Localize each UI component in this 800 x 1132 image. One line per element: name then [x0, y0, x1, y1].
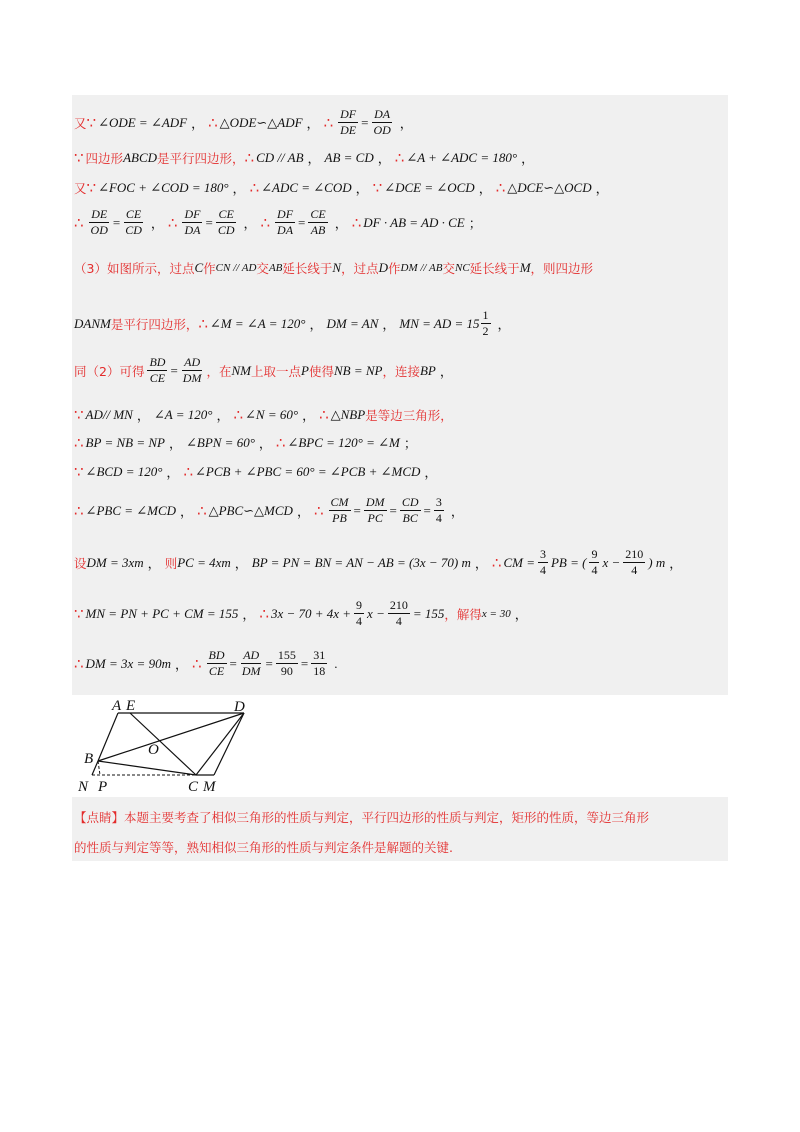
fraction: $\frac{DA}{OD}$ — [373, 107, 391, 137]
solution-line-6: DANM 是平行四边形， ∴ ∠M = ∠A = 120° ， DM = AN ， MN = AD = 15 $\frac{1}{2}$ ， — [74, 308, 511, 338]
label-n: N — [78, 779, 89, 795]
geometry-figure — [78, 697, 248, 797]
solution-line-13: ∵ MN = PN + PC + CM = 155 ， ∴ 3x − 70 + 4x + $\frac{9}{4}$ x − $\frac{210}{4}$ = 155 ，解得 x = 30 ， — [74, 598, 528, 628]
label-e: E — [126, 698, 136, 714]
solution-line-4: ∴ $\frac{DE}{OD}$ = $\frac{CE}{CD}$ ， ∴ $\frac{DF}{DA}$ = $\frac{CE}{CD}$ ， ∴ $\frac{DF}{DA}$ = $\frac{CE}{AB}$ ， ∴ DF · AB = AD · CE ； — [74, 207, 482, 237]
solution-line-3: 又 ∵ ∠FOC + ∠COD = 180° ， ∴ ∠ADC = ∠COD ， ∵ ∠DCE = ∠OCD ， ∴ △DCE∽△OCD ， — [74, 178, 609, 197]
therefore-symbol: ∴ — [208, 113, 218, 132]
because-symbol: ∵ — [86, 113, 97, 132]
solution-line-9: ∴ BP = NB = NP ， ∠BPN = 60° ， ∴ ∠BPC = 120° = ∠M ； — [74, 433, 417, 452]
label-a: A — [112, 698, 122, 714]
label-m: M — [203, 779, 216, 795]
solution-line-2: ∵ 四边形 ABCD 是平行四边形， ∴ CD // AB ， AB = CD ， ∴ ∠A + ∠ADC = 180° ， — [74, 148, 535, 167]
label-d: D — [234, 699, 245, 715]
solution-line-1: 又 ∵ ∠ODE = ∠ADF ， ∴ △ODE∽△ADF ， ∴ $\frac{DF}{DE}$ = $\frac{DA}{OD}$ ， — [74, 107, 413, 137]
solution-line-12: 设 DM = 3xm ， 则 PC = 4xm ， BP = PN = BN = AN − AB = (3x − 70) m ， ∴ CM = $\frac{3}{4}$ PB = ( $\frac{9}{4}$ x − $\frac{210}{4}$ ) m ， — [74, 547, 683, 577]
note-line-2: 的性质与判定等等，熟知相似三角形的性质与判定条件是解题的关键. — [74, 840, 453, 855]
fraction: $\frac{DF}{DE}$ — [340, 107, 357, 137]
solution-line-10: ∵ ∠BCD = 120° ， ∴ ∠PCB + ∠PBC = 60° = ∠PCB + ∠MCD ， — [74, 462, 438, 481]
solution-line-14: ∴ DM = 3x = 90m ， ∴ $\frac{BD}{CE}$ = $\frac{AD}{DM}$ = $\frac{155}{90}$ = $\frac{31}{18}$ . — [74, 648, 338, 678]
therefore-symbol: ∴ — [323, 113, 334, 132]
solution-line-8: ∵ AD// MN ， ∠A = 120° ， ∴ ∠N = 60° ， ∴ △NBP 是等边三角形， — [74, 405, 453, 424]
label-b: B — [84, 751, 94, 767]
solution-line-5: （3）如图所示，过点 C 作 CN // AD 交 AB 延长线于 N ，过点 D 作 DM // AB 交 NC 延长线于 M ，则四边形 — [74, 260, 594, 276]
label-c: C — [188, 779, 199, 795]
solution-line-7: 同（2）可得 $\frac{BD}{CE}$ = $\frac{AD}{DM}$ ，在 NM 上取一点 P 使得 NB = NP ，连接 BP ， — [74, 355, 453, 385]
label-o: O — [148, 742, 159, 758]
note-line-1: 【点睛】本题主要考查了相似三角形的性质与判定，平行四边形的性质与判定，矩形的性质，等边三角形 — [74, 810, 650, 825]
solution-line-11: ∴ ∠PBC = ∠MCD ， ∴ △PBC∽△MCD ， ∴ $\frac{CM}{PB}$ = $\frac{DM}{PC}$ = $\frac{CD}{BC}$ = $\frac{3}{4}$ ， — [74, 495, 464, 525]
label-p: P — [98, 779, 108, 795]
